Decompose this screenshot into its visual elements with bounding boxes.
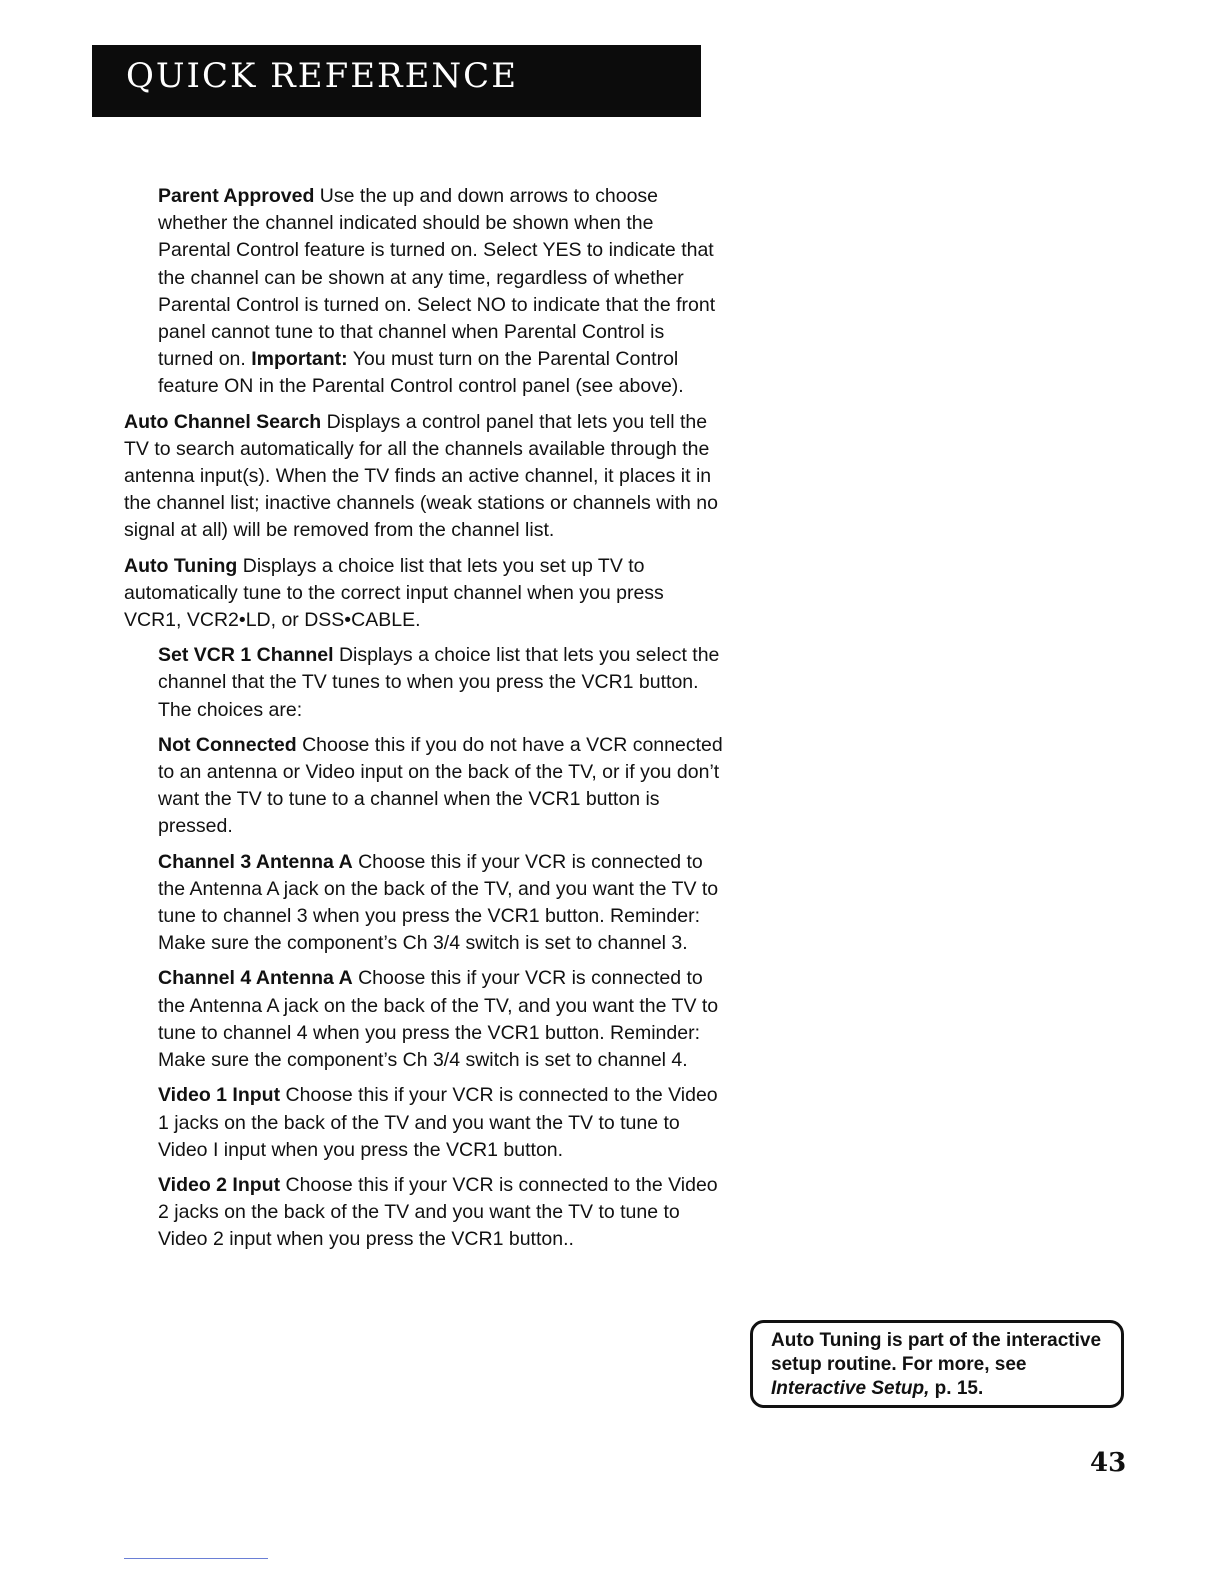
entry-text-continued: You must turn on the Parental Control feature ON in the Parental Control control panel (see above). bbox=[158, 348, 684, 398]
page-number: 43 bbox=[1090, 1448, 1127, 1478]
entry-parent-approved bbox=[158, 183, 724, 401]
entry-term: Auto Channel Search bbox=[124, 410, 322, 433]
entry-auto-channel-search bbox=[124, 409, 724, 545]
entry-term: Video 1 Input bbox=[158, 1084, 281, 1107]
entry-term: Channel 4 Antenna A bbox=[158, 967, 353, 990]
entry-auto-tuning bbox=[124, 553, 724, 635]
entry-text: Choose this if your VCR is connected to the Antenna A jack on the back of the TV, and you want the TV to tune to channel 4 when you press the VCR1 button. Reminder: Make sure the component’s Ch 3/4 switch is set to channel 4. bbox=[158, 967, 719, 1072]
entry-term: Auto Tuning bbox=[124, 554, 238, 577]
entry-text: Displays a choice list that lets you set up TV to automatically tune to the correct input channel when you press VCR1, VCR2•LD, or DSS•CABLE. bbox=[124, 554, 664, 632]
entry-set-vcr1-channel bbox=[158, 642, 724, 724]
entry-text: Choose this if your VCR is connected to the Video 2 jacks on the back of the TV and you want the TV to tune to Video 2 input when you press the VCR1 button.. bbox=[158, 1173, 718, 1251]
tip-page-ref: p. 15. bbox=[929, 1378, 984, 1399]
entry-term: Video 2 Input bbox=[158, 1173, 281, 1196]
header-banner bbox=[92, 45, 701, 117]
entry-video-1-input bbox=[158, 1082, 724, 1164]
entry-term: Channel 3 Antenna A bbox=[158, 850, 353, 873]
entry-term: Parent Approved bbox=[158, 185, 315, 207]
entry-text: Choose this if you do not have a VCR connected to an antenna or Video input on the back of the TV, or if you don’t want the TV to tune to a channel when the VCR1 button is pressed. bbox=[158, 733, 723, 838]
entry-channel-4-antenna-a bbox=[158, 965, 724, 1074]
entry-not-connected bbox=[158, 732, 724, 841]
tip-text: Auto Tuning is part of the interactive setup routine. For more, see bbox=[771, 1330, 1102, 1375]
important-label: Important: bbox=[251, 348, 348, 371]
entry-text: Choose this if your VCR is connected to the Video 1 jacks on the back of the TV and you want the TV to tune to Video I input when you press the VCR1 button. bbox=[158, 1084, 718, 1161]
reference-content bbox=[124, 183, 724, 1262]
entry-channel-3-antenna-a bbox=[158, 849, 724, 958]
entry-video-2-input bbox=[158, 1172, 724, 1254]
footer-rule bbox=[124, 1558, 268, 1559]
tip-reference: Interactive Setup, bbox=[771, 1378, 930, 1399]
entry-text: Use the up and down arrows to choose whether the channel indicated should be shown when the Parental Control feature is turned on. Select YES to indicate that the channel can be shown at any time, regardless of whether Parental Control is turned on. Select NO to indicate that the front panel cannot tune to that channel when Parental Control is turned on. bbox=[158, 185, 716, 371]
page-title: QUICK REFERENCE bbox=[126, 56, 519, 96]
entry-term: Not Connected bbox=[158, 733, 297, 756]
entry-term: Set VCR 1 Channel bbox=[158, 644, 334, 667]
entry-text: Displays a choice list that lets you select the channel that the TV tunes to when you press the VCR1 button. The choices are: bbox=[158, 644, 720, 721]
entry-text: Displays a control panel that lets you tell the TV to search automatically for all the channels available through the antenna input(s). When the TV finds an active channel, it places it in the channel list; inactive channels (weak stations or channels with no signal at all) will be removed from the channel list. bbox=[124, 410, 718, 542]
entry-text: Choose this if your VCR is connected to the Antenna A jack on the back of the TV, and you want the TV to tune to channel 3 when you press the VCR1 button. Reminder: Make sure the component’s Ch 3/4 switch is set to channel 3. bbox=[158, 850, 719, 955]
tip-callout bbox=[750, 1320, 1124, 1408]
